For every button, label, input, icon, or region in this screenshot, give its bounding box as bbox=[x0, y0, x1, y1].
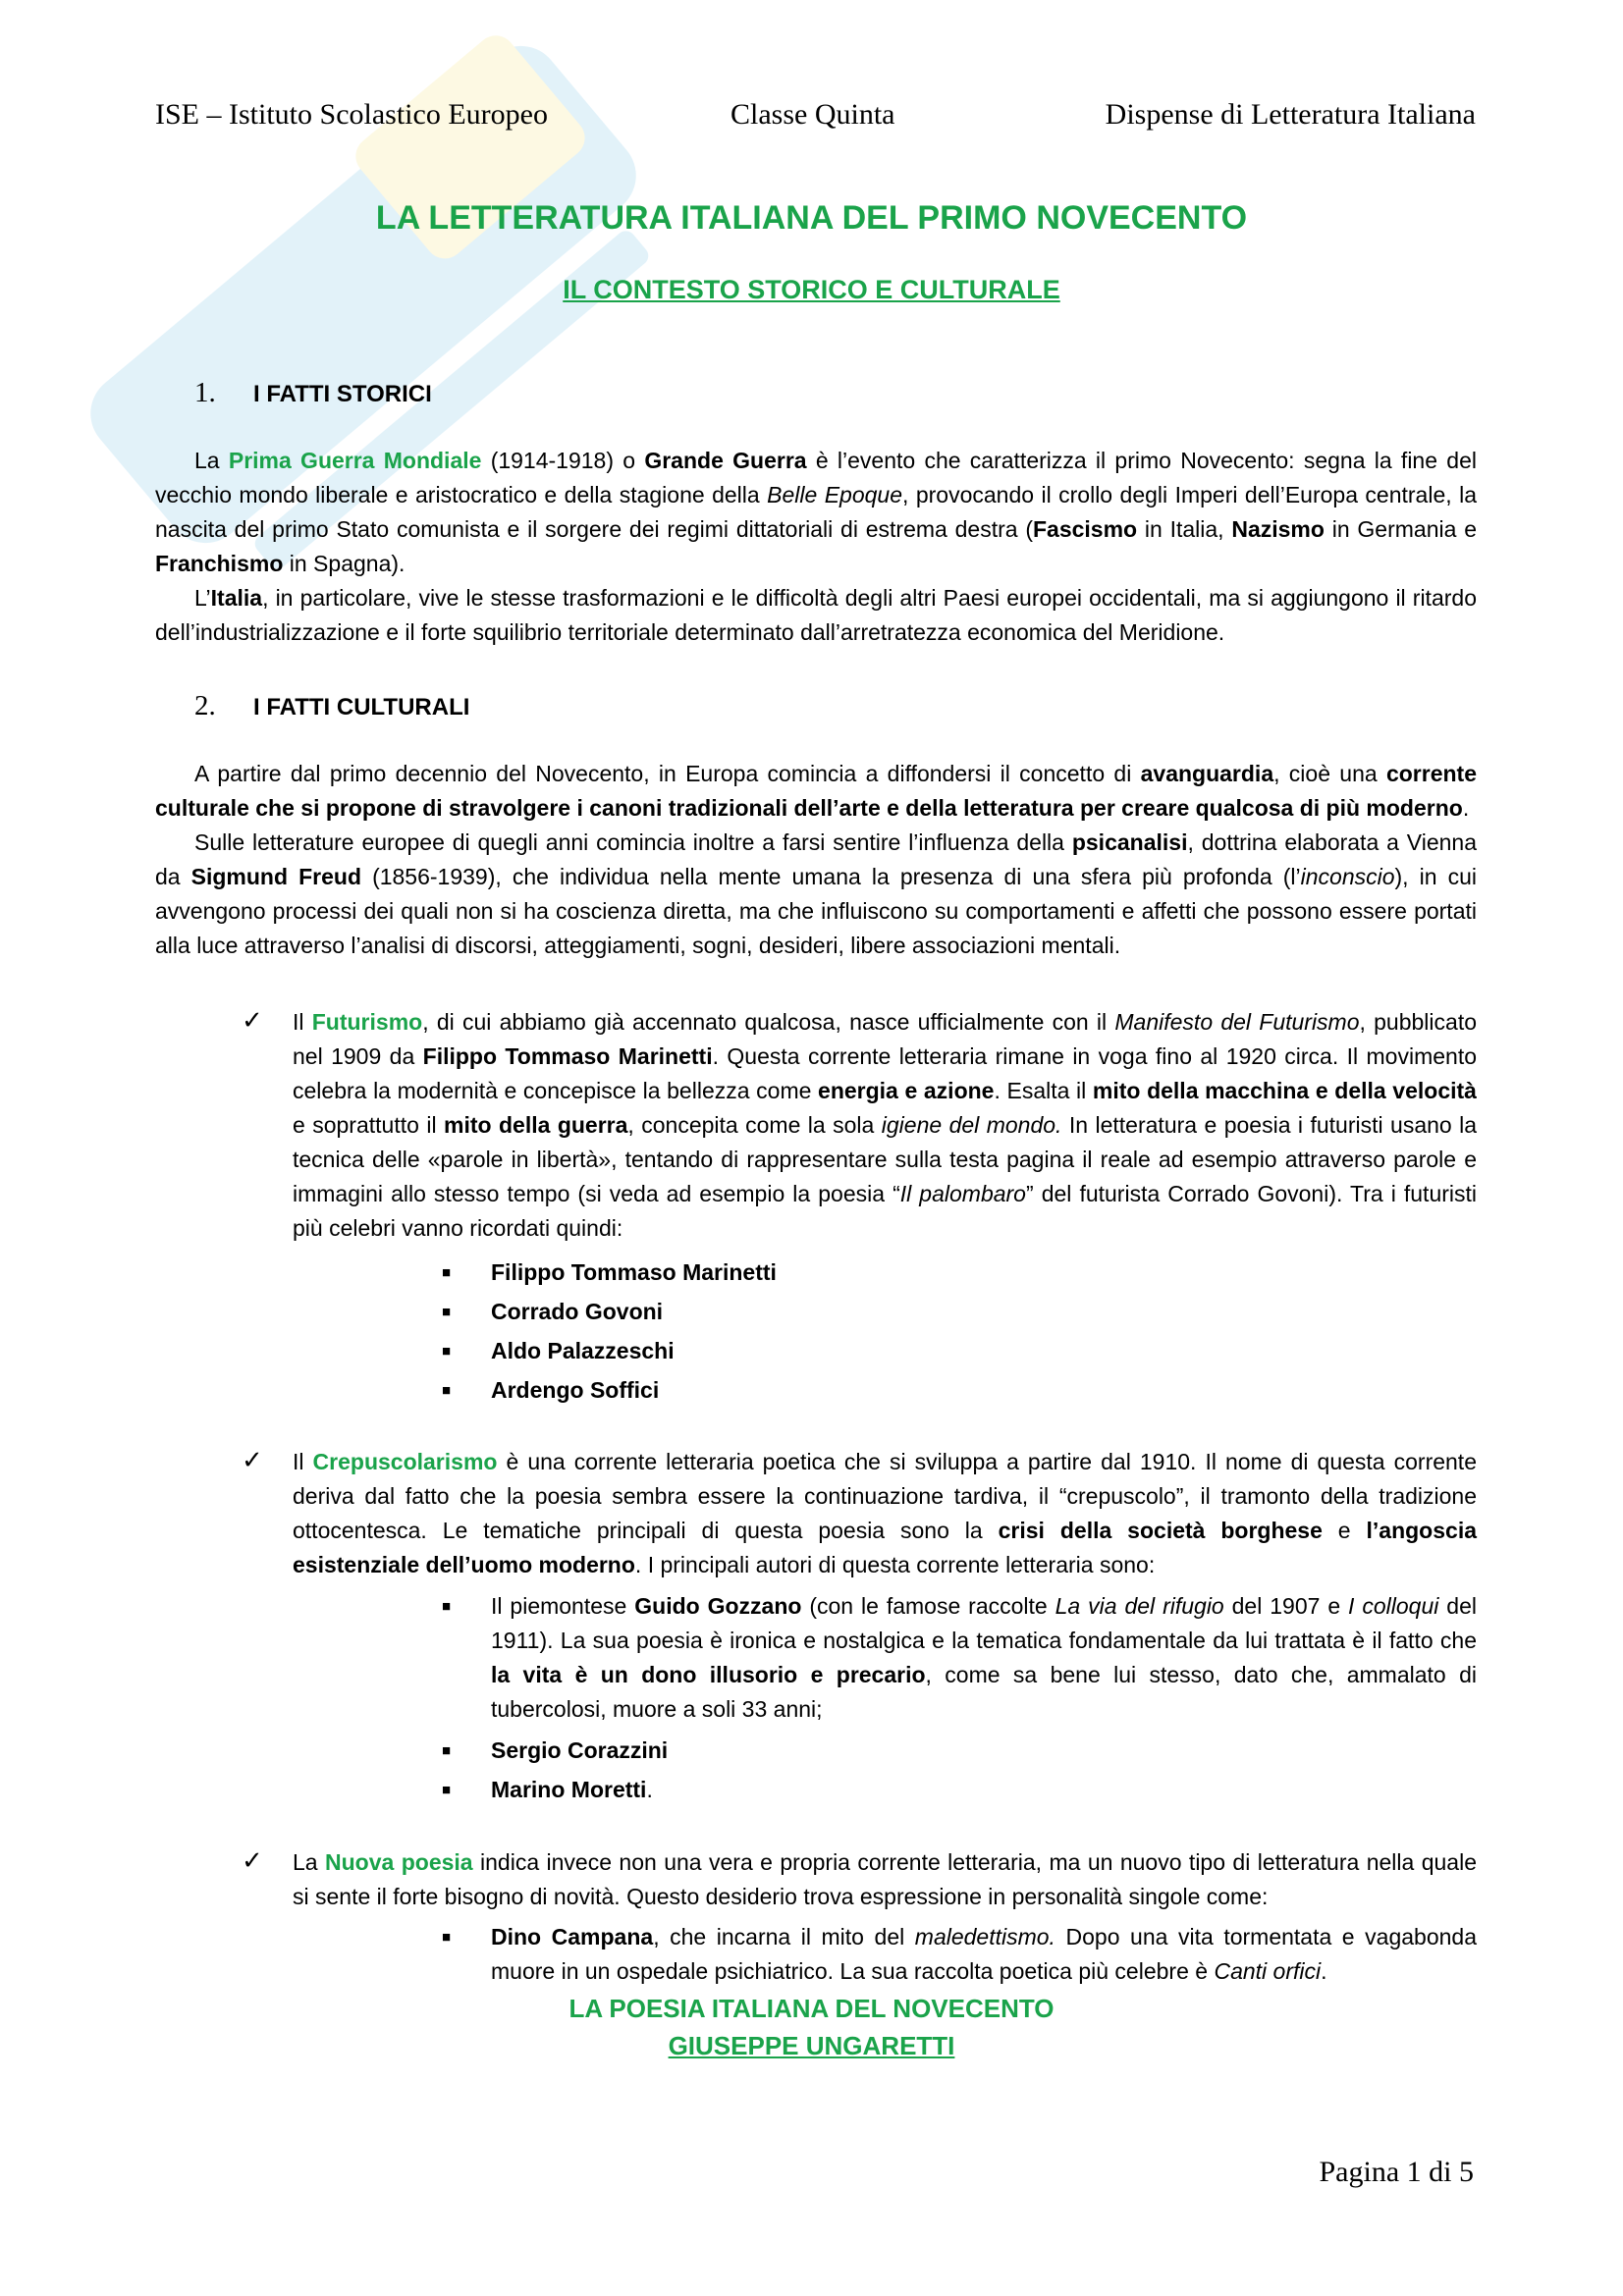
paragraph: Sulle letterature europee di quegli anni comincia inoltre a farsi sentire l’influenza della psicanalisi, dottrina elaborata a Vienna da Sigmund Freud (1856-1939), che individua nella mente umana la presenza di una sfera più profonda (l’inconscio), in cui avvengono processi dei quali non si ha coscienza diretta, ma che influiscono su comportamenti e affetti che possono essere portati alla luce attraverso l’analisi di discorsi, atteggiamenti, sogni, desideri, libere associazioni mentali. bbox=[155, 829, 1477, 958]
document-page: ISE – Istituto Scolastico Europeo Classe Quinta Dispense di Letteratura Italiana LA LETTERATURA ITALIANA DEL PRIMO NOVECENTO IL CONTESTO STORICO E CULTURALE 1. I FATTI STORICI La Prima Guerra Mondiale (1914-1918) o Grande Guerra è l’evento che caratterizza il primo Novecento: segna la fine del vecchio mondo liberale e aristocratico e della stagione della Belle Epoque, provocando il crollo degli Imperi dell’Europa centrale, la nascita del primo Stato comunista e il sorgere dei regimi dittatoriali di estrema destra (Fascismo in Italia, Nazismo in Germania e Franchismo in Spagna). L’Italia, in particolare, vive le stesse trasformazioni e le difficoltà degli altri Paesi europei occidentali, ma si aggiungono il ritardo dell’industrializzazione e il forte squilibrio territoriale determinato dall’arretratezza economica del Meridione. 2. I FATTI CULTURALI A partire dal primo decennio del Novecento, in Europa comincia a diffondersi il concetto di avanguardia, cioè una corrente culturale che si propone di stravolgere i canoni tradizionali dell’arte e della letteratura per creare qualcosa di più moderno. Sulle letterature europee di quegli anni comincia inoltre a farsi sentire l’influenza della psicanalisi, dottrina elaborata a Vienna da Sigmund Freud (1856-1939), che individua nella mente umana la presenza di una sfera più profonda (l’inconscio), in cui avvengono processi dei quali non si ha coscienza diretta, ma che influiscono su comportamenti e affetti che possono essere portati alla luce attraverso l’analisi di discorsi, atteggiamenti, sogni, desideri, libere associazioni mentali. ✓ Il Futurismo, di cui abbiamo già accennato qualcosa, nasce ufficialmente con il Manifesto del Futurismo, pubblicato nel 1909 da Filippo Tommaso Marinetti. Questa corrente letteraria rimane in voga fino al 1920 circa. Il movimento celebra la modernità e concepisce la bellezza come energia e azione. Esalta il mito della macchina e della velocità e soprattutto il mito della guerra, concepita come la sola igiene del mondo. In letteratura e poesia i futuristi usano la tecnica delle «parole in libertà», tentando di rappresentare sulla testa pagina il reale ad esempio attraverso parole e immagini allo stesso tempo (si veda ad esempio la poesia “Il palombaro” del futurista Corrado Govoni). Tra i futuristi più celebri vanno ricordati quindi: ■ Filippo Tommaso Marinetti ■ Corrado Govoni ■ Aldo Palazzeschi ■ Ardengo Soffici ✓ Il Crepuscolarismo è una corrente letteraria poetica che si sviluppa a partire dal 1910. Il nome di questa corrente deriva dal fatto che la poesia sembra essere la continuazione tardiva, il “crepuscolo”, il tramonto della tradizione ottocentesca. Le tematiche principali di questa poesia sono la crisi della società borghese e l’angoscia esistenziale dell’uomo moderno. I principali autori di questa corrente letteraria sono: ■ Il piemontese Guido Gozzano (con le famose raccolte La via del rifugio del 1907 e I colloqui del 1911). La sua poesia è ironica e nostalgica e la tematica fondamentale da lui trattata è il fatto che la vita è un dono illusorio e precario, come sa bene lui stesso, dato che, ammalato di tubercolosi, muore a soli 33 anni; ■ Sergio Corazzini ■ Marino Moretti. ✓ La Nuova poesia indica invece non una vera e propria corrente letteraria, ma un nuovo tipo di letteratura nella quale si sente il forte bisogno di novità. Questo desiderio trova espressione in personalità singole come: ■ Dino Campana, che incarna il mito del maledettismo. Dopo una vita tormentata e vagabonda muore in un ospedale psichiatrico. La sua raccolta poetica più celebre è Canti orfici. LA POESIA ITALIANA DEL NOVECENTO GIUSEPPE UNGARETTI Pagina 1 di 5 bbox=[0, 0, 1623, 2296]
crepuscolarismo-item: Il Crepuscolarismo è una corrente letteraria poetica che si sviluppa a partire dal 1910. Il nome di questa corrente deriva dal fatto che la poesia sembra essere la continuazione tardiva, il “crepuscolo”, il tramonto della tradizione ottocentesca. Le tematiche principali di questa poesia sono la crisi della società borghese e l’angoscia esistenziale dell’uomo moderno. I principali autori di questa corrente letteraria sono: bbox=[293, 1449, 1477, 1577]
bullet-square-icon: ■ bbox=[442, 1929, 452, 1946]
bullet-square-icon: ■ bbox=[442, 1343, 452, 1360]
page-subtitle: IL CONTESTO STORICO E CULTURALE bbox=[563, 275, 1060, 304]
section-2-body bbox=[155, 757, 1477, 963]
header-subject: Dispense di Letteratura Italiana bbox=[1105, 98, 1476, 131]
paragraph: L’Italia, in particolare, vive le stesse trasformazioni e le difficoltà degli altri Paesi europei occidentali, ma si aggiungono il ritardo dell’industrializzazione e il forte squilibrio territoriale determinato dall’arretratezza economica del Meridione. bbox=[155, 585, 1477, 645]
bullet-square-icon: ■ bbox=[442, 1264, 452, 1281]
futurismo-item: Il Futurismo, di cui abbiamo già accennato qualcosa, nasce ufficialmente con il Manifesto del Futurismo, pubblicato nel 1909 da Filippo Tommaso Marinetti. Questa corrente letteraria rimane in voga fino al 1920 circa. Il movimento celebra la modernità e concepisce la bellezza come energia e azione. Esalta il mito della macchina e della velocità e soprattutto il mito della guerra, concepita come la sola igiene del mondo. In letteratura e poesia i futuristi usano la tecnica delle «parole in libertà», tentando di rappresentare sulla testa pagina il reale ad esempio attraverso parole e immagini allo stesso tempo (si veda ad esempio la poesia “Il palombaro” del futurista Corrado Govoni). Tra i futuristi più celebri vanno ricordati quindi: bbox=[293, 1009, 1478, 1241]
checkmark-icon: ✓ bbox=[242, 1005, 263, 1035]
checkmark-icon: ✓ bbox=[242, 1445, 263, 1474]
section-number: 1. bbox=[194, 377, 216, 408]
paragraph: La Prima Guerra Mondiale (1914-1918) o Grande Guerra è l’evento che caratterizza il primo Novecento: segna la fine del vecchio mondo liberale e aristocratico e della stagione della Belle Epoque, provocando il crollo degli Imperi dell’Europa centrale, la nascita del primo Stato comunista e il sorgere dei regimi dittatoriali di estrema destra (Fascismo in Italia, Nazismo in Germania e Franchismo in Spagna). bbox=[155, 448, 1477, 576]
bullet-square-icon: ■ bbox=[442, 1382, 452, 1399]
header-school: ISE – Istituto Scolastico Europeo bbox=[155, 98, 548, 131]
nuova-poesia-item: La Nuova poesia indica invece non una vera e propria corrente letteraria, ma un nuovo tipo di letteratura nella quale si sente il forte bisogno di novità. Questo desiderio trova espressione in personalità singole come: bbox=[293, 1849, 1478, 1909]
section-1-body bbox=[155, 444, 1477, 650]
bullet-square-icon: ■ bbox=[442, 1304, 452, 1320]
checkmark-icon: ✓ bbox=[242, 1845, 263, 1875]
section-heading-1 bbox=[194, 377, 432, 409]
section-title-poesia: LA POESIA ITALIANA DEL NOVECENTO bbox=[568, 1994, 1055, 2023]
bullet-square-icon: ■ bbox=[442, 1742, 452, 1759]
section-number: 2. bbox=[194, 690, 216, 721]
bullet-square-icon: ■ bbox=[442, 1782, 452, 1798]
section-label: I FATTI CULTURALI bbox=[253, 694, 470, 721]
section-title-ungaretti: GIUSEPPE UNGARETTI bbox=[668, 2031, 955, 2060]
bullet-square-icon: ■ bbox=[442, 1598, 452, 1615]
header-class: Classe Quinta bbox=[730, 98, 895, 131]
section-label: I FATTI STORICI bbox=[253, 381, 432, 407]
paragraph: A partire dal primo decennio del Novecento, in Europa comincia a diffondersi il concetto di avanguardia, cioè una corrente culturale che si propone di stravolgere i canoni tradizionali dell’arte e della letteratura per creare qualcosa di più moderno. bbox=[155, 761, 1477, 821]
page-title: LA LETTERATURA ITALIANA DEL PRIMO NOVECENTO bbox=[375, 199, 1248, 237]
page-number: Pagina 1 di 5 bbox=[1319, 2156, 1474, 2188]
section-heading-2 bbox=[194, 690, 469, 722]
